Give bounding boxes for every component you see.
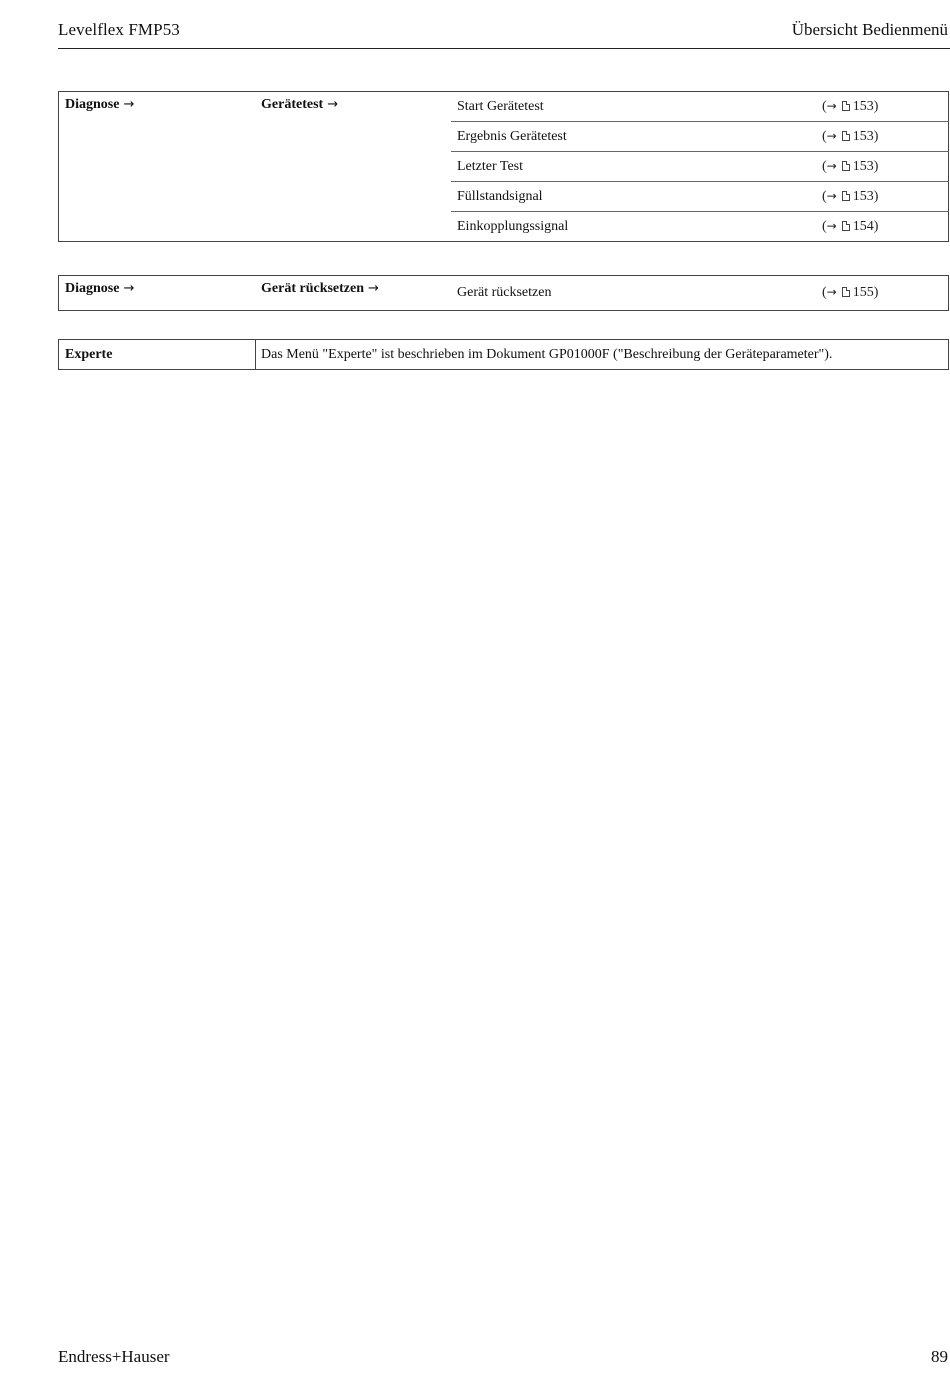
menu-level1-cell (59, 92, 256, 242)
right-arrow-icon: → (826, 158, 837, 173)
page-number: 153 (852, 98, 874, 114)
menu-level1-cell (59, 276, 256, 311)
document-page-icon (842, 287, 850, 297)
right-arrow-icon: → (123, 97, 135, 112)
parameter-name[interactable]: Einkopplungssignal (457, 218, 569, 234)
page-reference-link[interactable]: (→ 153) (816, 92, 949, 122)
page-reference-link[interactable]: (→ 154) (822, 218, 879, 234)
right-arrow-icon: → (327, 97, 339, 112)
page-reference-link[interactable]: (→ 155) (822, 285, 879, 300)
document-page-icon (842, 101, 850, 111)
menu-table-experte (58, 339, 949, 370)
menu-level1-label: Diagnose (65, 97, 120, 112)
document-page-icon (842, 191, 850, 201)
table-row (59, 276, 949, 311)
menu-table-geraet-ruecksetzen (58, 275, 949, 311)
page-number-footer: 89 (931, 1347, 948, 1366)
menu-level2-cell (255, 276, 451, 311)
right-arrow-icon: → (368, 281, 379, 296)
page-reference-link[interactable]: (→ 153) (816, 122, 949, 152)
page-number: 155 (852, 285, 874, 300)
right-arrow-icon: → (826, 218, 837, 233)
menu-table-geraetetest (58, 91, 949, 242)
right-arrow-icon: → (123, 281, 135, 296)
parameter-name[interactable]: Start Gerätetest (451, 92, 816, 122)
experte-description: Das Menü "Experte" ist beschrieben im Dokument GP01000F ("Beschreibung der Geräteparameter"). (261, 346, 833, 362)
page-number: 153 (852, 128, 874, 144)
menu-level1-label: Diagnose (65, 281, 120, 296)
page-number: 154 (852, 218, 874, 234)
menu-level2-cell (255, 92, 451, 242)
header-divider (58, 48, 950, 49)
document-page-icon (842, 131, 850, 141)
page-reference-link[interactable]: (→ 153) (816, 182, 949, 212)
parameter-name[interactable]: Letzter Test (451, 152, 816, 182)
right-arrow-icon: → (826, 98, 837, 113)
menu-level2-label: Gerätetest (261, 97, 324, 112)
parameter-name[interactable]: Ergebnis Gerätetest (451, 122, 816, 152)
document-page-icon (842, 221, 850, 231)
parameter-name[interactable]: Füllstandsignal (451, 182, 816, 212)
menu-level1-label: Experte (59, 340, 256, 370)
page-number: 153 (852, 158, 874, 174)
company-name: Endress+Hauser (58, 1347, 170, 1366)
document-title: Levelflex FMP53 (58, 20, 180, 39)
right-arrow-icon: → (826, 285, 837, 299)
section-title: Übersicht Bedienmenü (791, 20, 948, 39)
document-page-icon (842, 161, 850, 171)
page-number: 153 (852, 188, 874, 204)
table-row (59, 92, 949, 122)
page-reference-link[interactable]: (→ 153) (816, 152, 949, 182)
right-arrow-icon: → (826, 128, 837, 143)
right-arrow-icon: → (826, 188, 837, 203)
parameter-name[interactable]: Gerät rücksetzen (457, 285, 552, 300)
table-row (59, 340, 949, 370)
menu-level2-label: Gerät rücksetzen (261, 281, 365, 296)
